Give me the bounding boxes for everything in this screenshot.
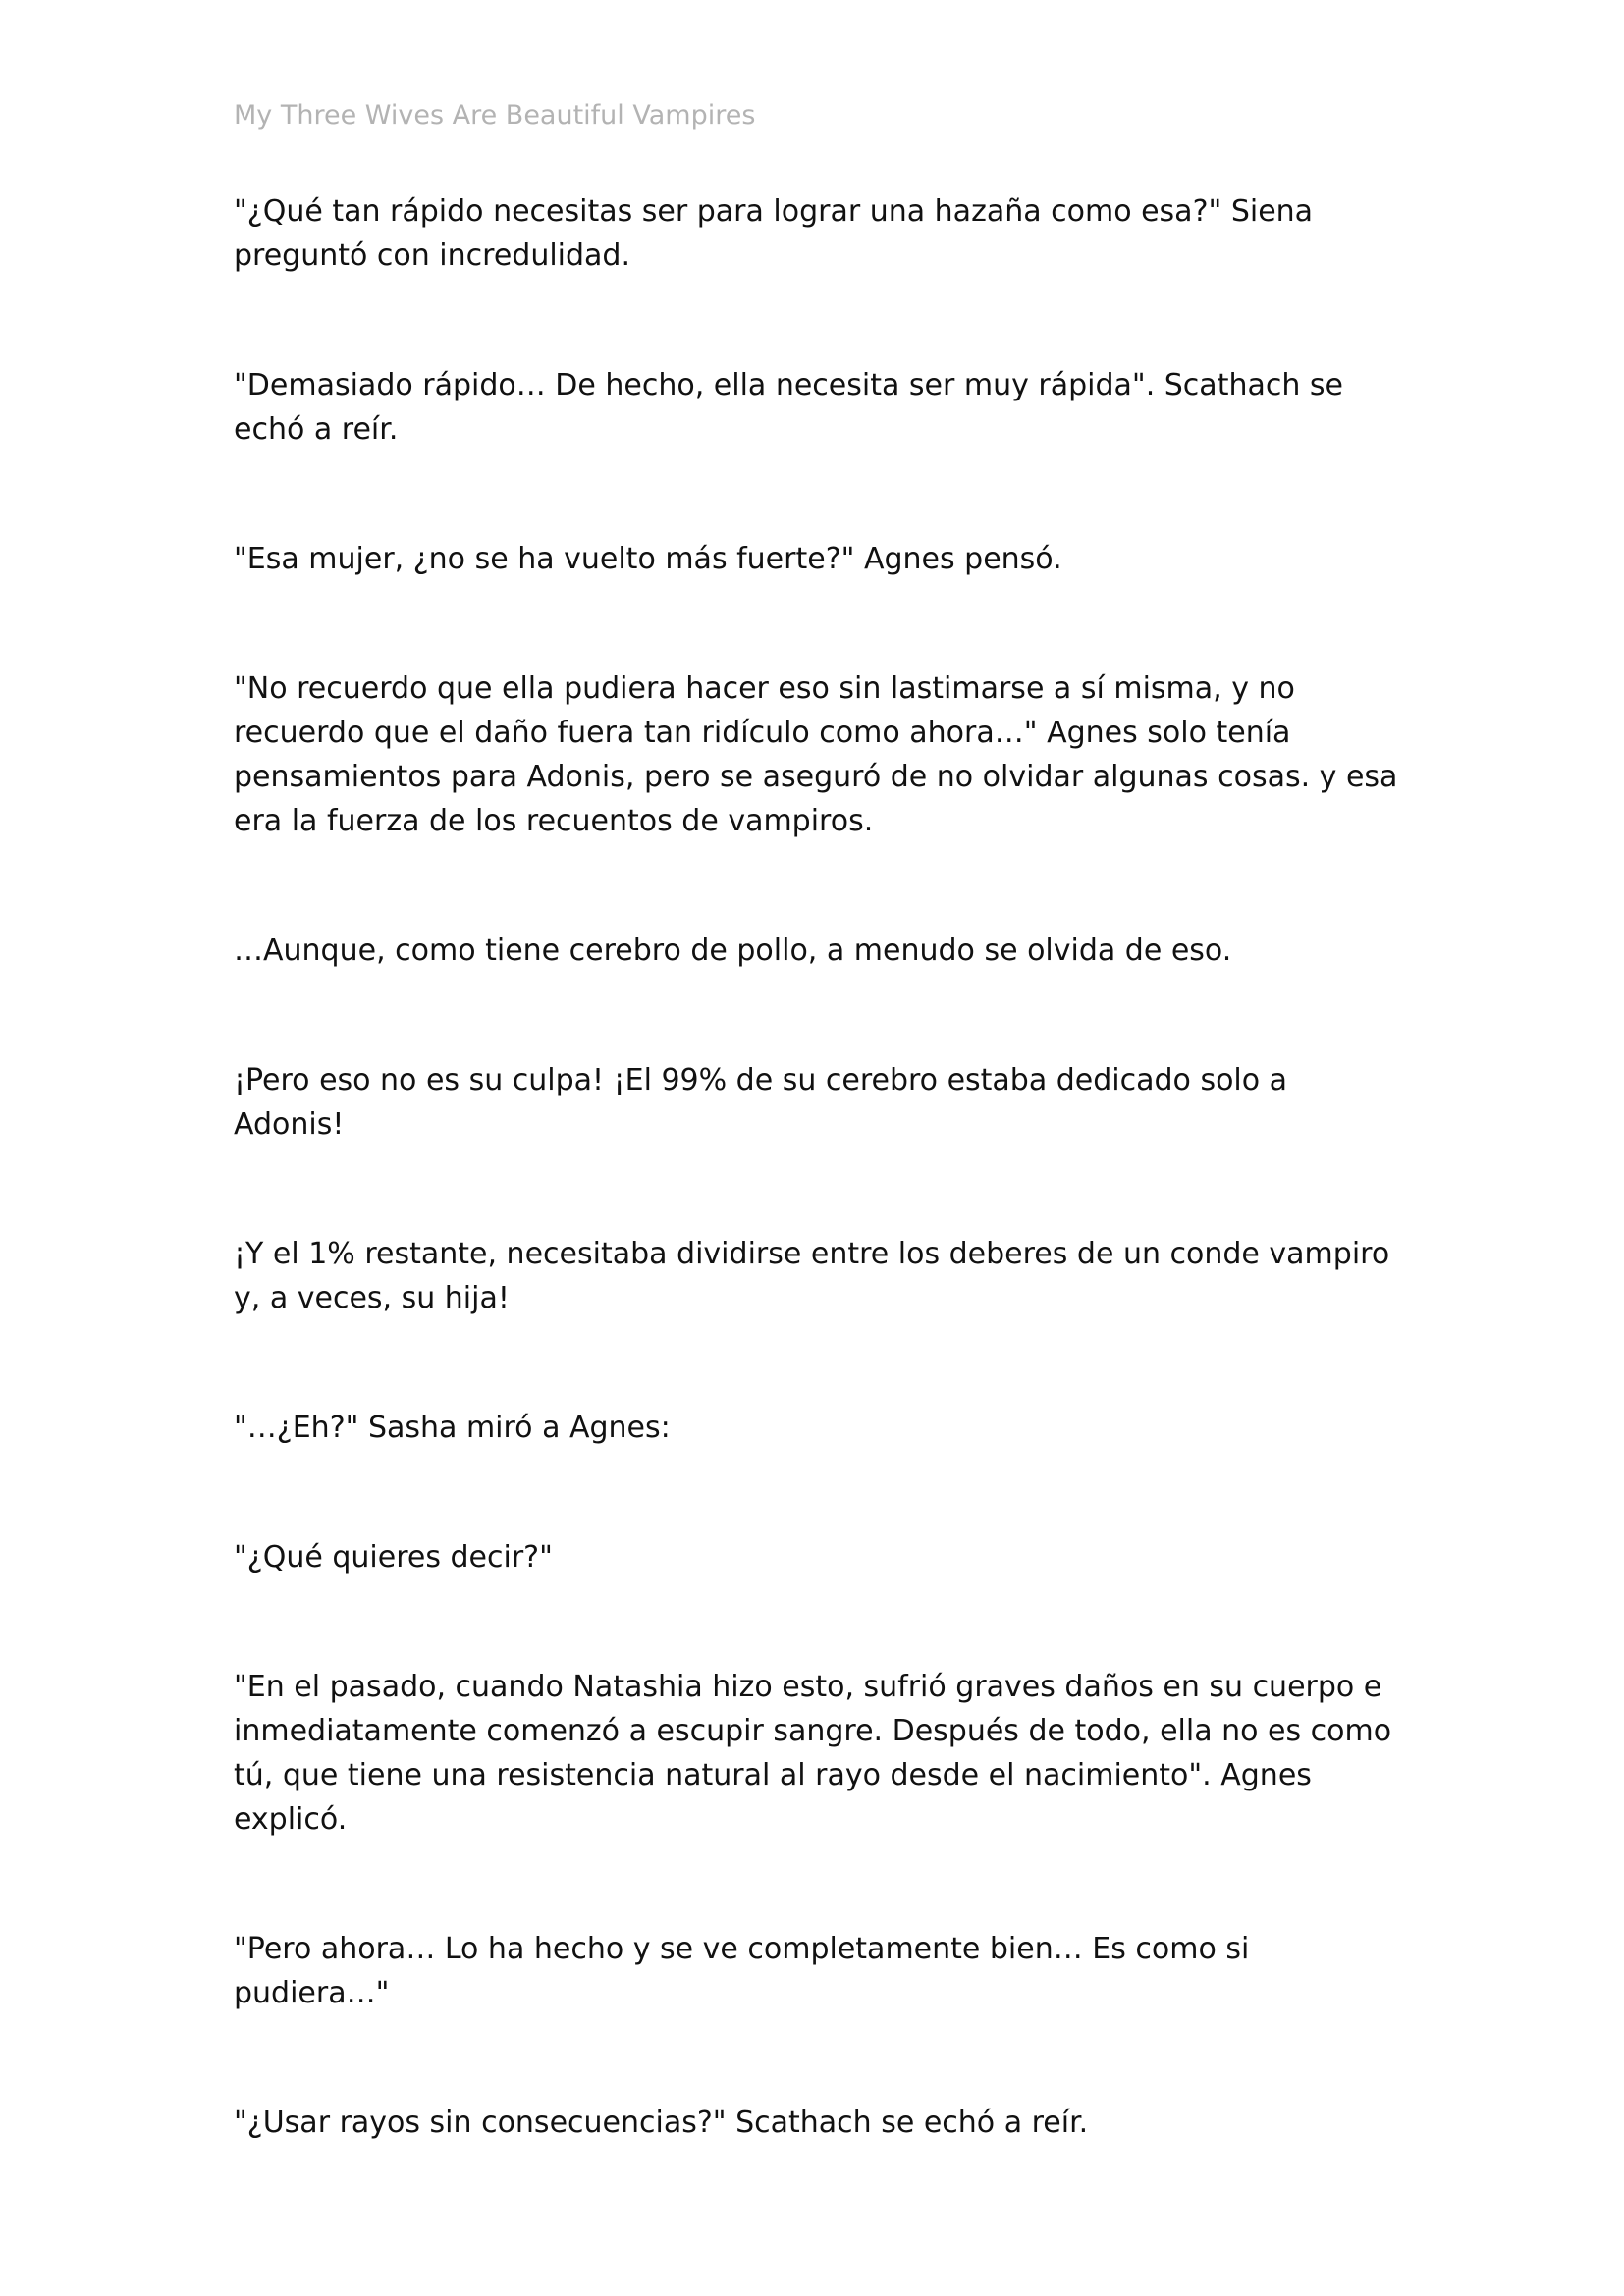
paragraph: "Pero ahora… Lo ha hecho y se ve completamente bien… Es como si pudiera…" xyxy=(234,1932,1250,2010)
paragraph: …Aunque, como tiene cerebro de pollo, a menudo se olvida de eso. xyxy=(234,934,1232,968)
paragraph: "¿Qué quieres decir?" xyxy=(234,1540,553,1575)
paragraph: "¿Qué tan rápido necesitas ser para lograr una hazaña como esa?" Siena preguntó con incredulidad. xyxy=(234,194,1314,273)
running-header: My Three Wives Are Beautiful Vampires xyxy=(234,100,756,131)
paragraph: ¡Y el 1% restante, necesitaba dividirse entre los deberes de un conde vampiro y, a veces, su hija! xyxy=(234,1237,1390,1315)
paragraph: ¡Pero eso no es su culpa! ¡El 99% de su cerebro estaba dedicado solo a Adonis! xyxy=(234,1063,1288,1142)
paragraph: "En el pasado, cuando Natashia hizo esto, sufrió graves daños en su cuerpo e inmediatamente comenzó a escupir sangre. Después de todo, ella no es como tú, que tiene una resistencia natural al rayo desde el nacimiento". Agnes explicó. xyxy=(234,1670,1392,1837)
paragraph: "No recuerdo que ella pudiera hacer eso sin lastimarse a sí misma, y no recuerdo que el daño fuera tan ridículo como ahora…" Agnes solo tenía pensamientos para Adonis, pero se aseguró de no olvidar algunas cosas. y esa era la fuerza de los recuentos de vampiros. xyxy=(234,671,1398,838)
paragraph: "Demasiado rápido… De hecho, ella necesita ser muy rápida". Scathach se echó a reír. xyxy=(234,368,1343,447)
paragraph: "…¿Eh?" Sasha miró a Agnes: xyxy=(234,1411,671,1445)
body-text xyxy=(234,189,1402,2230)
paragraph: "Esa mujer, ¿no se ha vuelto más fuerte?" Agnes pensó. xyxy=(234,542,1062,576)
paragraph: "¿Usar rayos sin consecuencias?" Scathach se echó a reír. xyxy=(234,2106,1089,2140)
